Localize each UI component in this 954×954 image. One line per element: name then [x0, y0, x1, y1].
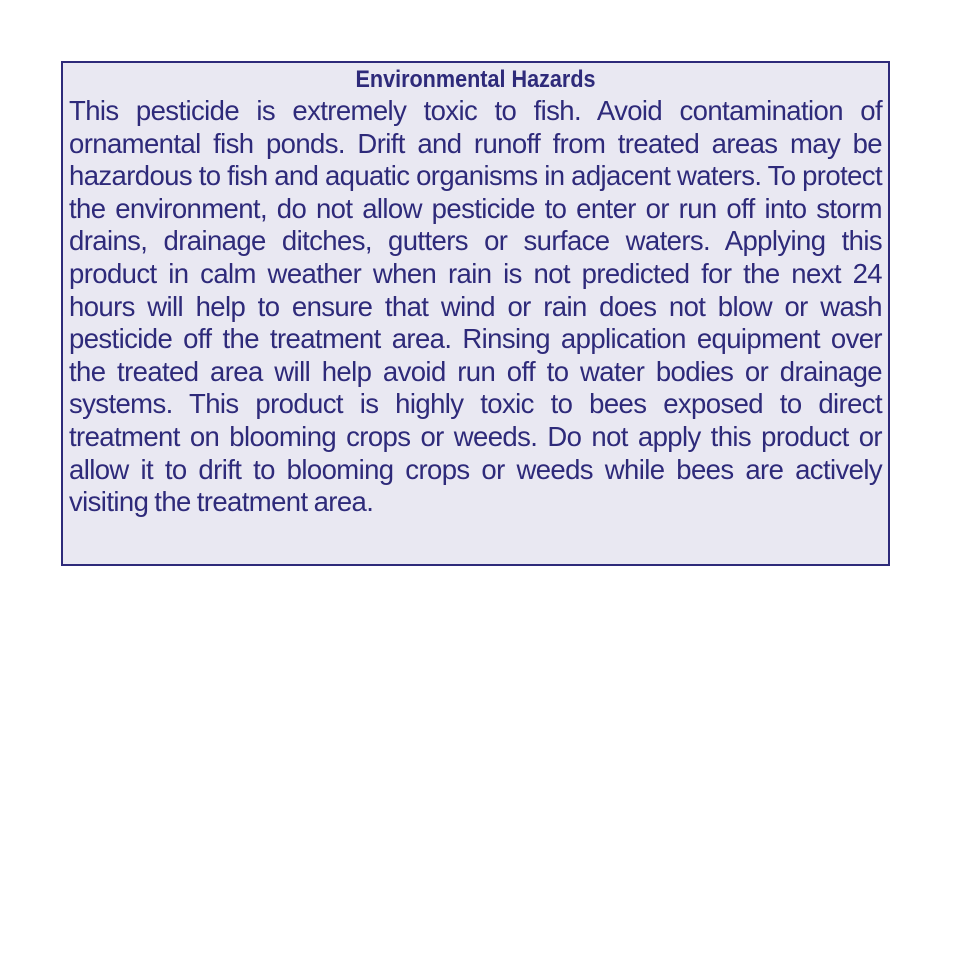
section-title: Environmental Hazards [355, 66, 596, 93]
section-body-text: This pesticide is extremely toxic to fish. Avoid contamination of ornamental fish ponds. Drift and runoff from treated areas may be hazardous to fish and aquatic organisms in adjacent waters. To protect the environment, do not allow pesticide to enter or run off into storm drains, drainage ditches, gutters or surface waters. Applying this product in calm weather when rain is not predicted for the next 24 hours will help to ensure that wind or rain does not blow or wash pesticide off the treatment area. Rinsing application equipment over the treated area will help avoid run off to water bodies or drainage systems. This product is highly toxic to bees exposed to direct treatment on blooming crops or weeds. Do not apply this product or allow it to drift to blooming crops or weeds while bees are actively visiting the treatment area. [69, 95, 882, 518]
environmental-hazards-panel [61, 61, 890, 566]
